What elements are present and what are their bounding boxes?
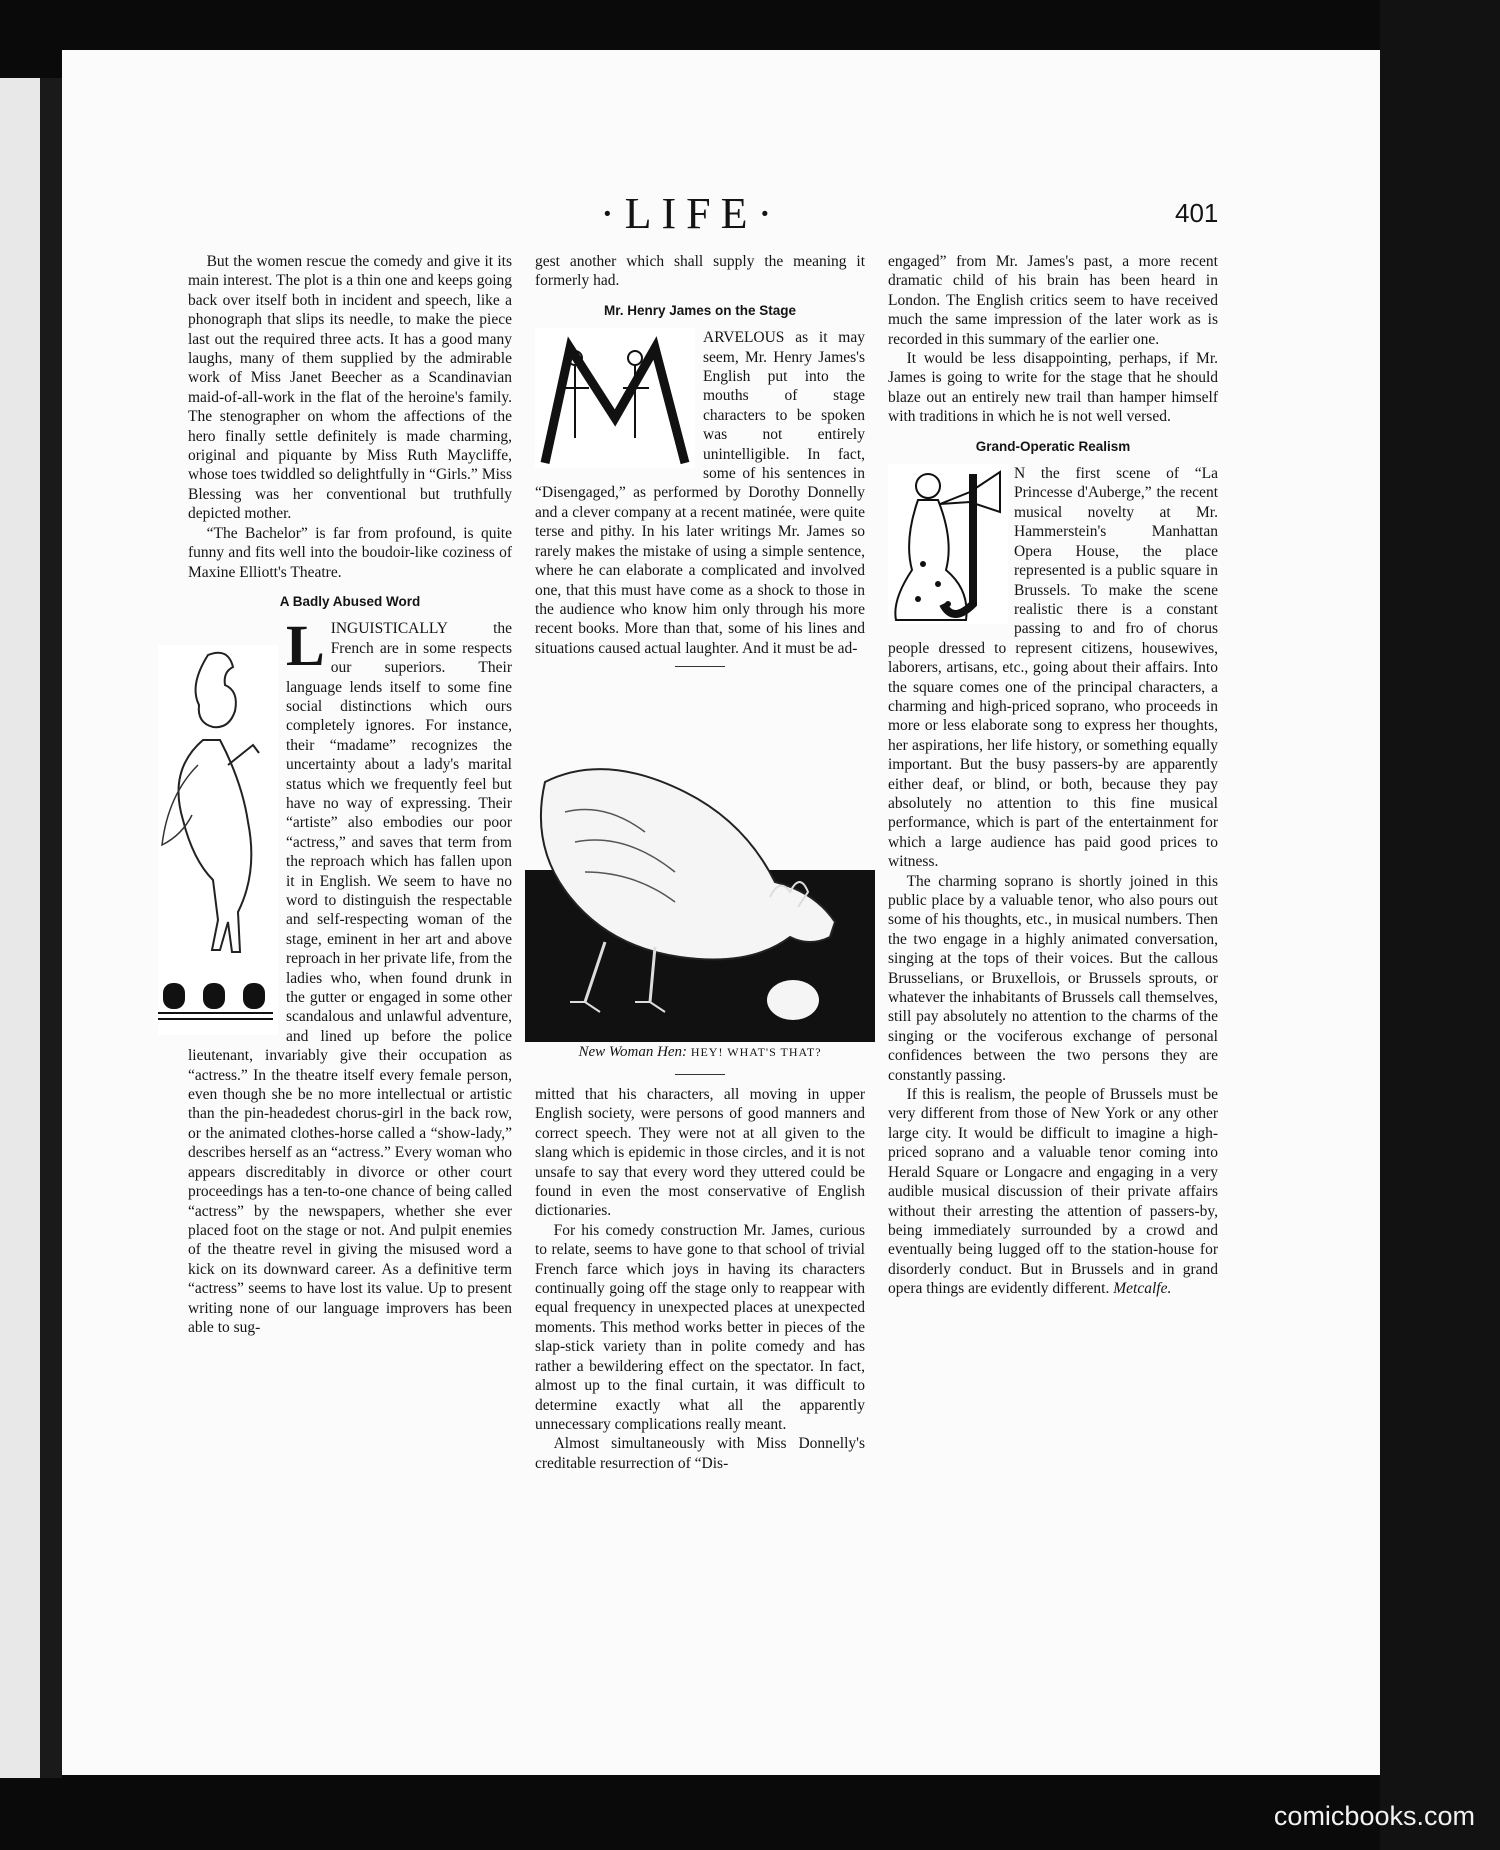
new-woman-hen-illustration <box>525 752 875 1042</box>
author-signature: Metcalfe. <box>1113 1280 1172 1298</box>
paragraph: ARVELOUS as it may seem, Mr. Henry James's English put into the mouths of stage characters to be spoken was not entirely unintelligible. In fact, some of his sentences in “Disengaged,” as performed by Dorothy Donnelly and a clever company at a recent matinée, were quite terse and pithy. In his later writings Mr. James so rarely makes the mistake of using a simple sentence, where he can elaborate a complicated and involved one, that this must have come as a shock to those in the audience who know him only through his more recent books. More than that, some of his lines and situations caused actual laughter. And it must be ad- <box>535 329 865 657</box>
page-number: 401 <box>1175 198 1219 228</box>
paragraph-text: If this is realism, the people of Brussels must be very different from those of New York or any other large city. It would be difficult to imagine a high-priced soprano and a valuable tenor coming into Herald Square or Longacre and engaging in a very audible musical discussion of their private affairs without their arresting the attention of passers-by, being immediately surrounded by a crowd and eventually being lugged off to the station-house for disorderly conduct. But in Brussels and in grand opera things are evidently different. <box>888 1086 1218 1298</box>
paragraph: INGUISTICALLY the French are in some respects our superiors. Their language lends itself to some fine social distinctions which ours completely ignores. For instance, their “madame” recognizes the uncertainty about a lady's marital status which we frequently feel but have no way of expressing. Their “artiste” also embodies our poor “actress,” and saves that term from the reproach which has fallen upon it in English. We seem to have no word to distinguish the respectable and self-respecting woman of the stage, eminent in her art and above reproach in her private life, from the ladies who, when found drunk in the gutter or engaged in some other scandalous and unlawful adventure, and lined up before the police lieutenant, invariably give their occupation as “actress.” In the theatre itself every female person, even though she be no more intellectual or artistic than the pin-headedest chorus-girl in the back row, or the animated clothes-horse called a “show-lady,” describes herself as an “actress.” Every woman who appears discreditably in divorce or other court proceedings has a ten-to-one chance of being called “actress” by the newspapers, whether she ever placed foot on the stage or not. And pulpit enemies of the theatre revel in giving the misused word a kick on its downward career. As a definitive term “actress” seems to have lost its value. Up to present writing none of our language improvers has been able to sug- <box>188 620 512 1336</box>
soprano-drop-cap-illustration <box>888 464 1008 624</box>
paragraph: But the women rescue the comedy and give it its main interest. The plot is a thin one and keeps going back over itself both in incident and speech, like a phonograph that slips its needle, to make the piece last out the required three acts. It has a good many laughs, many of them supplied by the admirable work of Miss Janet Beecher as a Scandinavian maid-of-all-work in the flat of the heroine's family. The stenographer on whom the affections of the hero finally settle definitely is made charming, original and piquante by Miss Ruth Maycliffe, whose toes twiddled so delightfully in “Girls.” Miss Blessing was her conventional but truthfully depicted mother. <box>188 253 512 523</box>
column-1 <box>188 252 512 1337</box>
column-2 <box>535 252 865 677</box>
watermark-brand: comicbooks.com <box>1273 1801 1475 1831</box>
article-heading: Mr. Henry James on the Stage <box>603 302 797 318</box>
caption-title: New Woman Hen: <box>578 1044 688 1060</box>
drop-cap-m-illustration <box>535 328 695 468</box>
scan-background <box>1380 0 1500 1850</box>
paragraph <box>888 1085 1218 1298</box>
paragraph: engaged” from Mr. James's past, a more recent dramatic child of his brain has been heard in London. The English critics seem to have received much the same impression of the later work as is recorded in this summary of the earlier one. <box>888 253 1218 348</box>
masthead-title: ·LIFE· <box>600 189 783 238</box>
column-2-continued <box>535 1074 865 1473</box>
article-heading: A Badly Abused Word <box>279 593 421 609</box>
section-rule <box>675 1074 725 1075</box>
illustration-caption <box>525 1044 875 1061</box>
paragraph: It would be less disappointing, perhaps, if Mr. James is going to write for the stage that he should blaze out an entirely new trail than hamper himself with traditions in which he is not well versed. <box>888 350 1218 426</box>
paragraph: Almost simultaneously with Miss Donnelly's creditable resurrection of “Dis- <box>535 1435 865 1472</box>
paragraph: The charming soprano is shortly joined in this public place by a valuable tenor, who also pours out some of his thoughts, etc., in musical numbers. Then the two engage in a highly animated conversation, singing at the tops of their voices. But the callous Brusselians, or Bruxellois, or Brussels sprouts, or whatever the inhabitants of Brussels call themselves, still pay absolutely no attention to the charms of the singing or the vociferous exchange of personal confidences between the two persons they are constantly passing. <box>888 872 1218 1084</box>
paragraph: For his comedy construction Mr. James, curious to relate, seems to have gone to that school of trivial French farce which joys in having its characters continually going off the stage only to reappear with equal frequency in unexpected places at unexpected moments. This method works better in pieces of the slap-stick variety than in polite comedy and has rather a bewildering effect on the spectator. In fact, almost up to the final curtain, it was difficult to determine exactly what all the apparently unnecessary complications really meant. <box>535 1221 865 1433</box>
paragraph: mitted that his characters, all moving in upper English society, were persons of good manners and correct speech. They were not at all given to the slang which is epidemic in those circles, and it is not unsafe to say that every word they uttered could be found in even the most conservative of English dictionaries. <box>535 1086 865 1220</box>
caption-exclamation: HEY! WHAT'S THAT? <box>690 1045 822 1059</box>
page-gutter-shadow <box>40 78 62 1778</box>
column-3 <box>888 252 1218 1299</box>
article-heading: Grand-Operatic Realism <box>975 438 1131 454</box>
bird-woman-illustration <box>158 645 278 1035</box>
drop-cap: L <box>286 613 325 679</box>
paragraph: N the first scene of “La Princesse d'Auberge,” the recent musical novelty at Mr. Hammerstein's Manhattan Opera House, the place represented is a public square in Brussels. To make the scene realistic there is a constant passing to and fro of chorus people dressed to represent citizens, housewives, laborers, artisans, etc., going about their affairs. Into the square comes one of the principal characters, a charming and high-priced soprano, who proceeds in more or less elaborate song to express her thoughts, her aspirations, her life history, or something equally important. But the busy passers-by are apparently either deaf, or blind, or both, because they pay absolutely no attention to this fine musical performance, which is part of the entertainment for which a large audience has paid good prices to witness. <box>888 465 1218 871</box>
section-rule <box>675 666 725 667</box>
paragraph: “The Bachelor” is far from profound, is quite funny and fits well into the boudoir-like coziness of Maxine Elliott's Theatre. <box>188 524 512 581</box>
paragraph: gest another which shall supply the meaning it formerly had. <box>535 253 865 290</box>
